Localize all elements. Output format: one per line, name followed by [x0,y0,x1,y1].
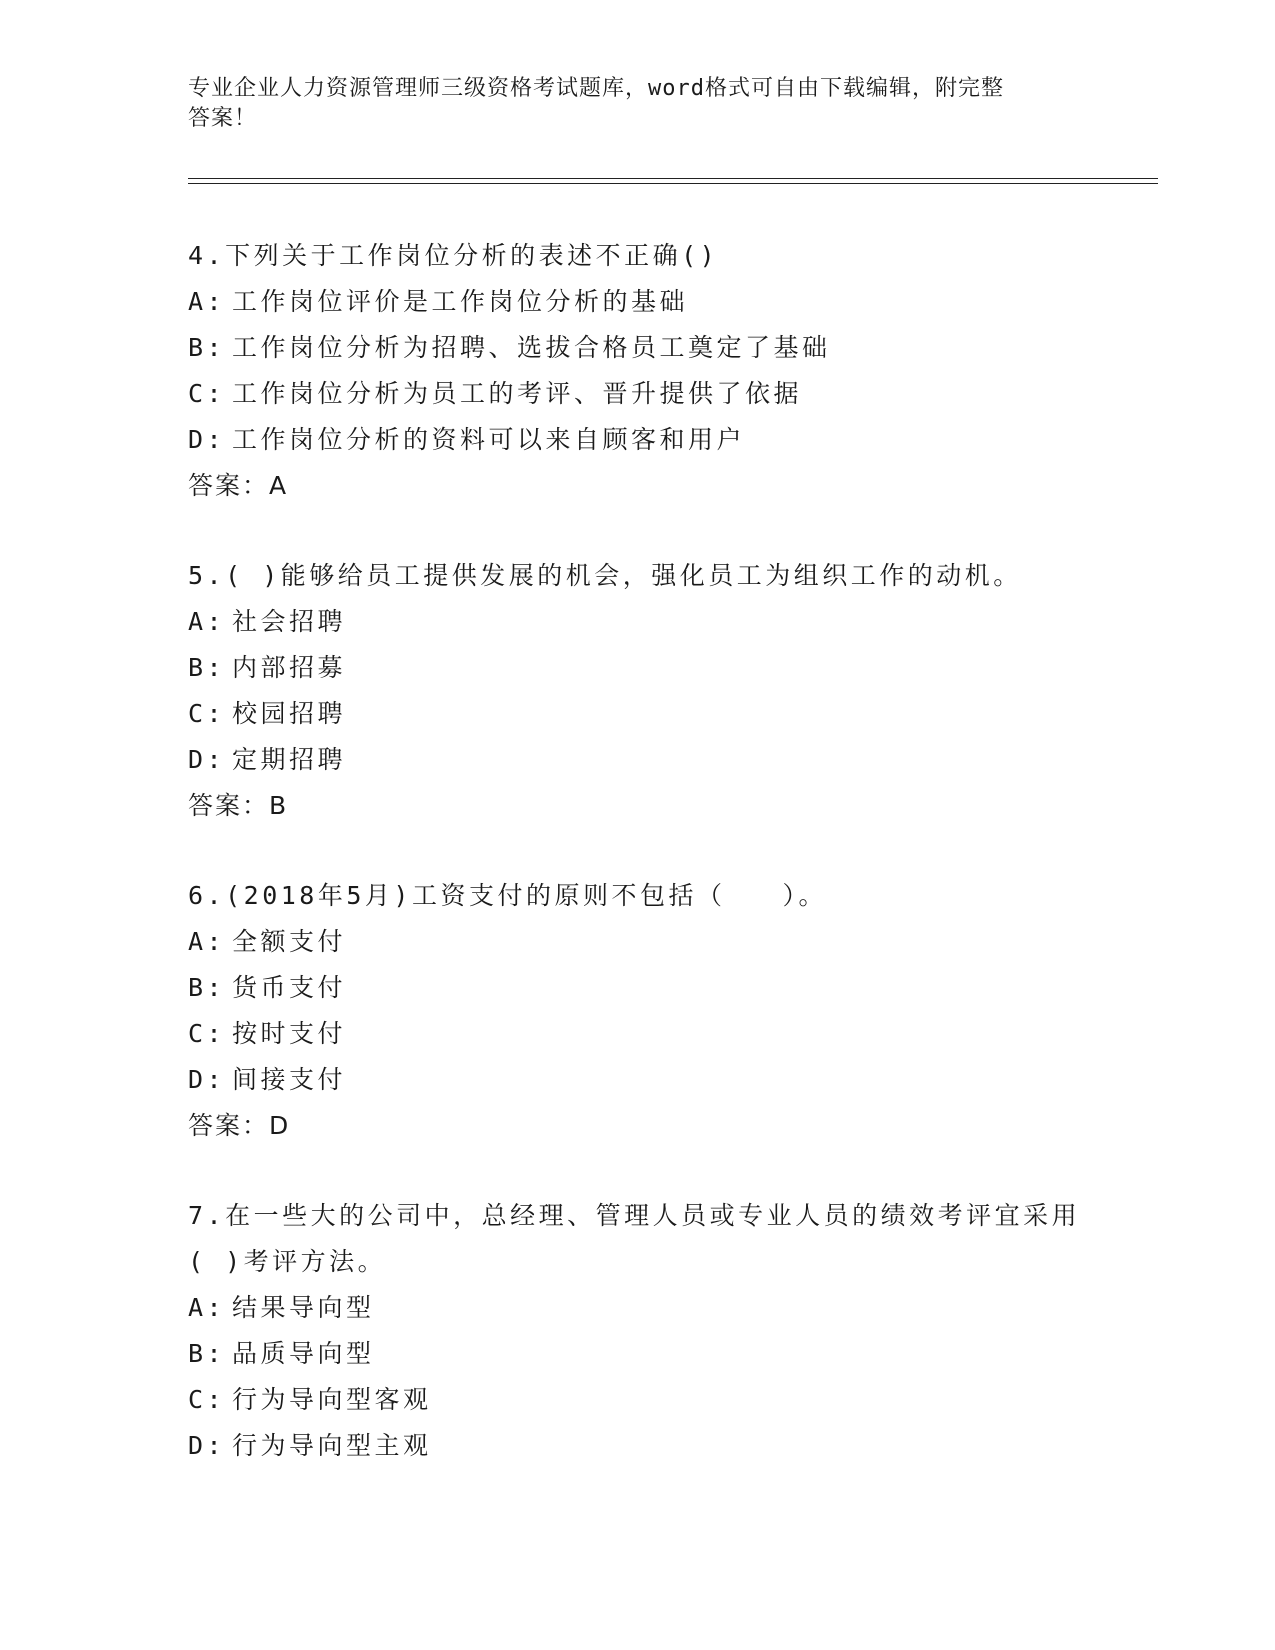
header-divider-bottom [188,183,1158,184]
question-stem: 7.在一些大的公司中，总经理、管理人员或专业人员的绩效考评宜采用( )考评方法。 [188,1201,1081,1276]
option-text: 结果导向型 [232,1293,375,1322]
option-key: A: [188,927,226,956]
option-d [188,417,1088,463]
option-b [188,325,1088,371]
document-header [188,74,1088,134]
option-key: B: [188,973,226,1002]
option-d [188,737,1088,783]
question-list [188,233,1088,1469]
option-b [188,1331,1088,1377]
option-c [188,1377,1088,1423]
header-line-1: 专业企业人力资源管理师三级资格考试题库，word格式可自由下载编辑，附完整 [188,76,1004,101]
question-stem: 5.( )能够给员工提供发展的机会，强化员工为组织工作的动机。 [188,561,1022,590]
option-text: 定期招聘 [232,745,347,774]
option-text: 品质导向型 [232,1339,375,1368]
option-a [188,279,1088,325]
option-key: B: [188,1339,226,1368]
answer-line: 答案：B [188,791,289,820]
option-text: 校园招聘 [232,699,347,728]
option-a [188,919,1088,965]
option-b [188,965,1088,1011]
option-text: 货币支付 [232,973,347,1002]
option-key: B: [188,333,226,362]
option-b [188,645,1088,691]
option-text: 按时支付 [232,1019,347,1048]
option-key: D: [188,425,226,454]
option-a [188,1285,1088,1331]
question-5 [188,553,1088,829]
answer-line: 答案：A [188,471,289,500]
option-key: D: [188,1431,226,1460]
option-c [188,691,1088,737]
option-key: C: [188,1019,226,1048]
question-6 [188,873,1088,1149]
option-key: C: [188,1385,226,1414]
option-key: D: [188,745,226,774]
option-key: B: [188,653,226,682]
option-text: 全额支付 [232,927,347,956]
option-text: 工作岗位分析为招聘、选拔合格员工奠定了基础 [232,333,831,362]
option-key: A: [188,1293,226,1322]
option-text: 行为导向型主观 [232,1431,432,1460]
answer-line: 答案：D [188,1111,291,1140]
option-key: C: [188,699,226,728]
option-key: D: [188,1065,226,1094]
option-text: 社会招聘 [232,607,347,636]
option-key: A: [188,607,226,636]
option-key: C: [188,379,226,408]
option-c [188,371,1088,417]
option-text: 工作岗位评价是工作岗位分析的基础 [232,287,689,316]
option-a [188,599,1088,645]
header-divider-top [188,178,1158,179]
question-4 [188,233,1088,509]
question-stem: 4.下列关于工作岗位分析的表述不正确() [188,241,719,270]
question-7 [188,1193,1088,1469]
option-c [188,1011,1088,1057]
option-key: A: [188,287,226,316]
option-d [188,1423,1088,1469]
option-text: 行为导向型客观 [232,1385,432,1414]
option-text: 工作岗位分析的资料可以来自顾客和用户 [232,425,746,454]
option-text: 内部招募 [232,653,347,682]
option-text: 工作岗位分析为员工的考评、晋升提供了依据 [232,379,803,408]
header-line-2: 答案！ [188,106,258,131]
question-stem: 6.(2018年5月)工资支付的原则不包括（ ）。 [188,881,827,910]
option-text: 间接支付 [232,1065,347,1094]
option-d [188,1057,1088,1103]
